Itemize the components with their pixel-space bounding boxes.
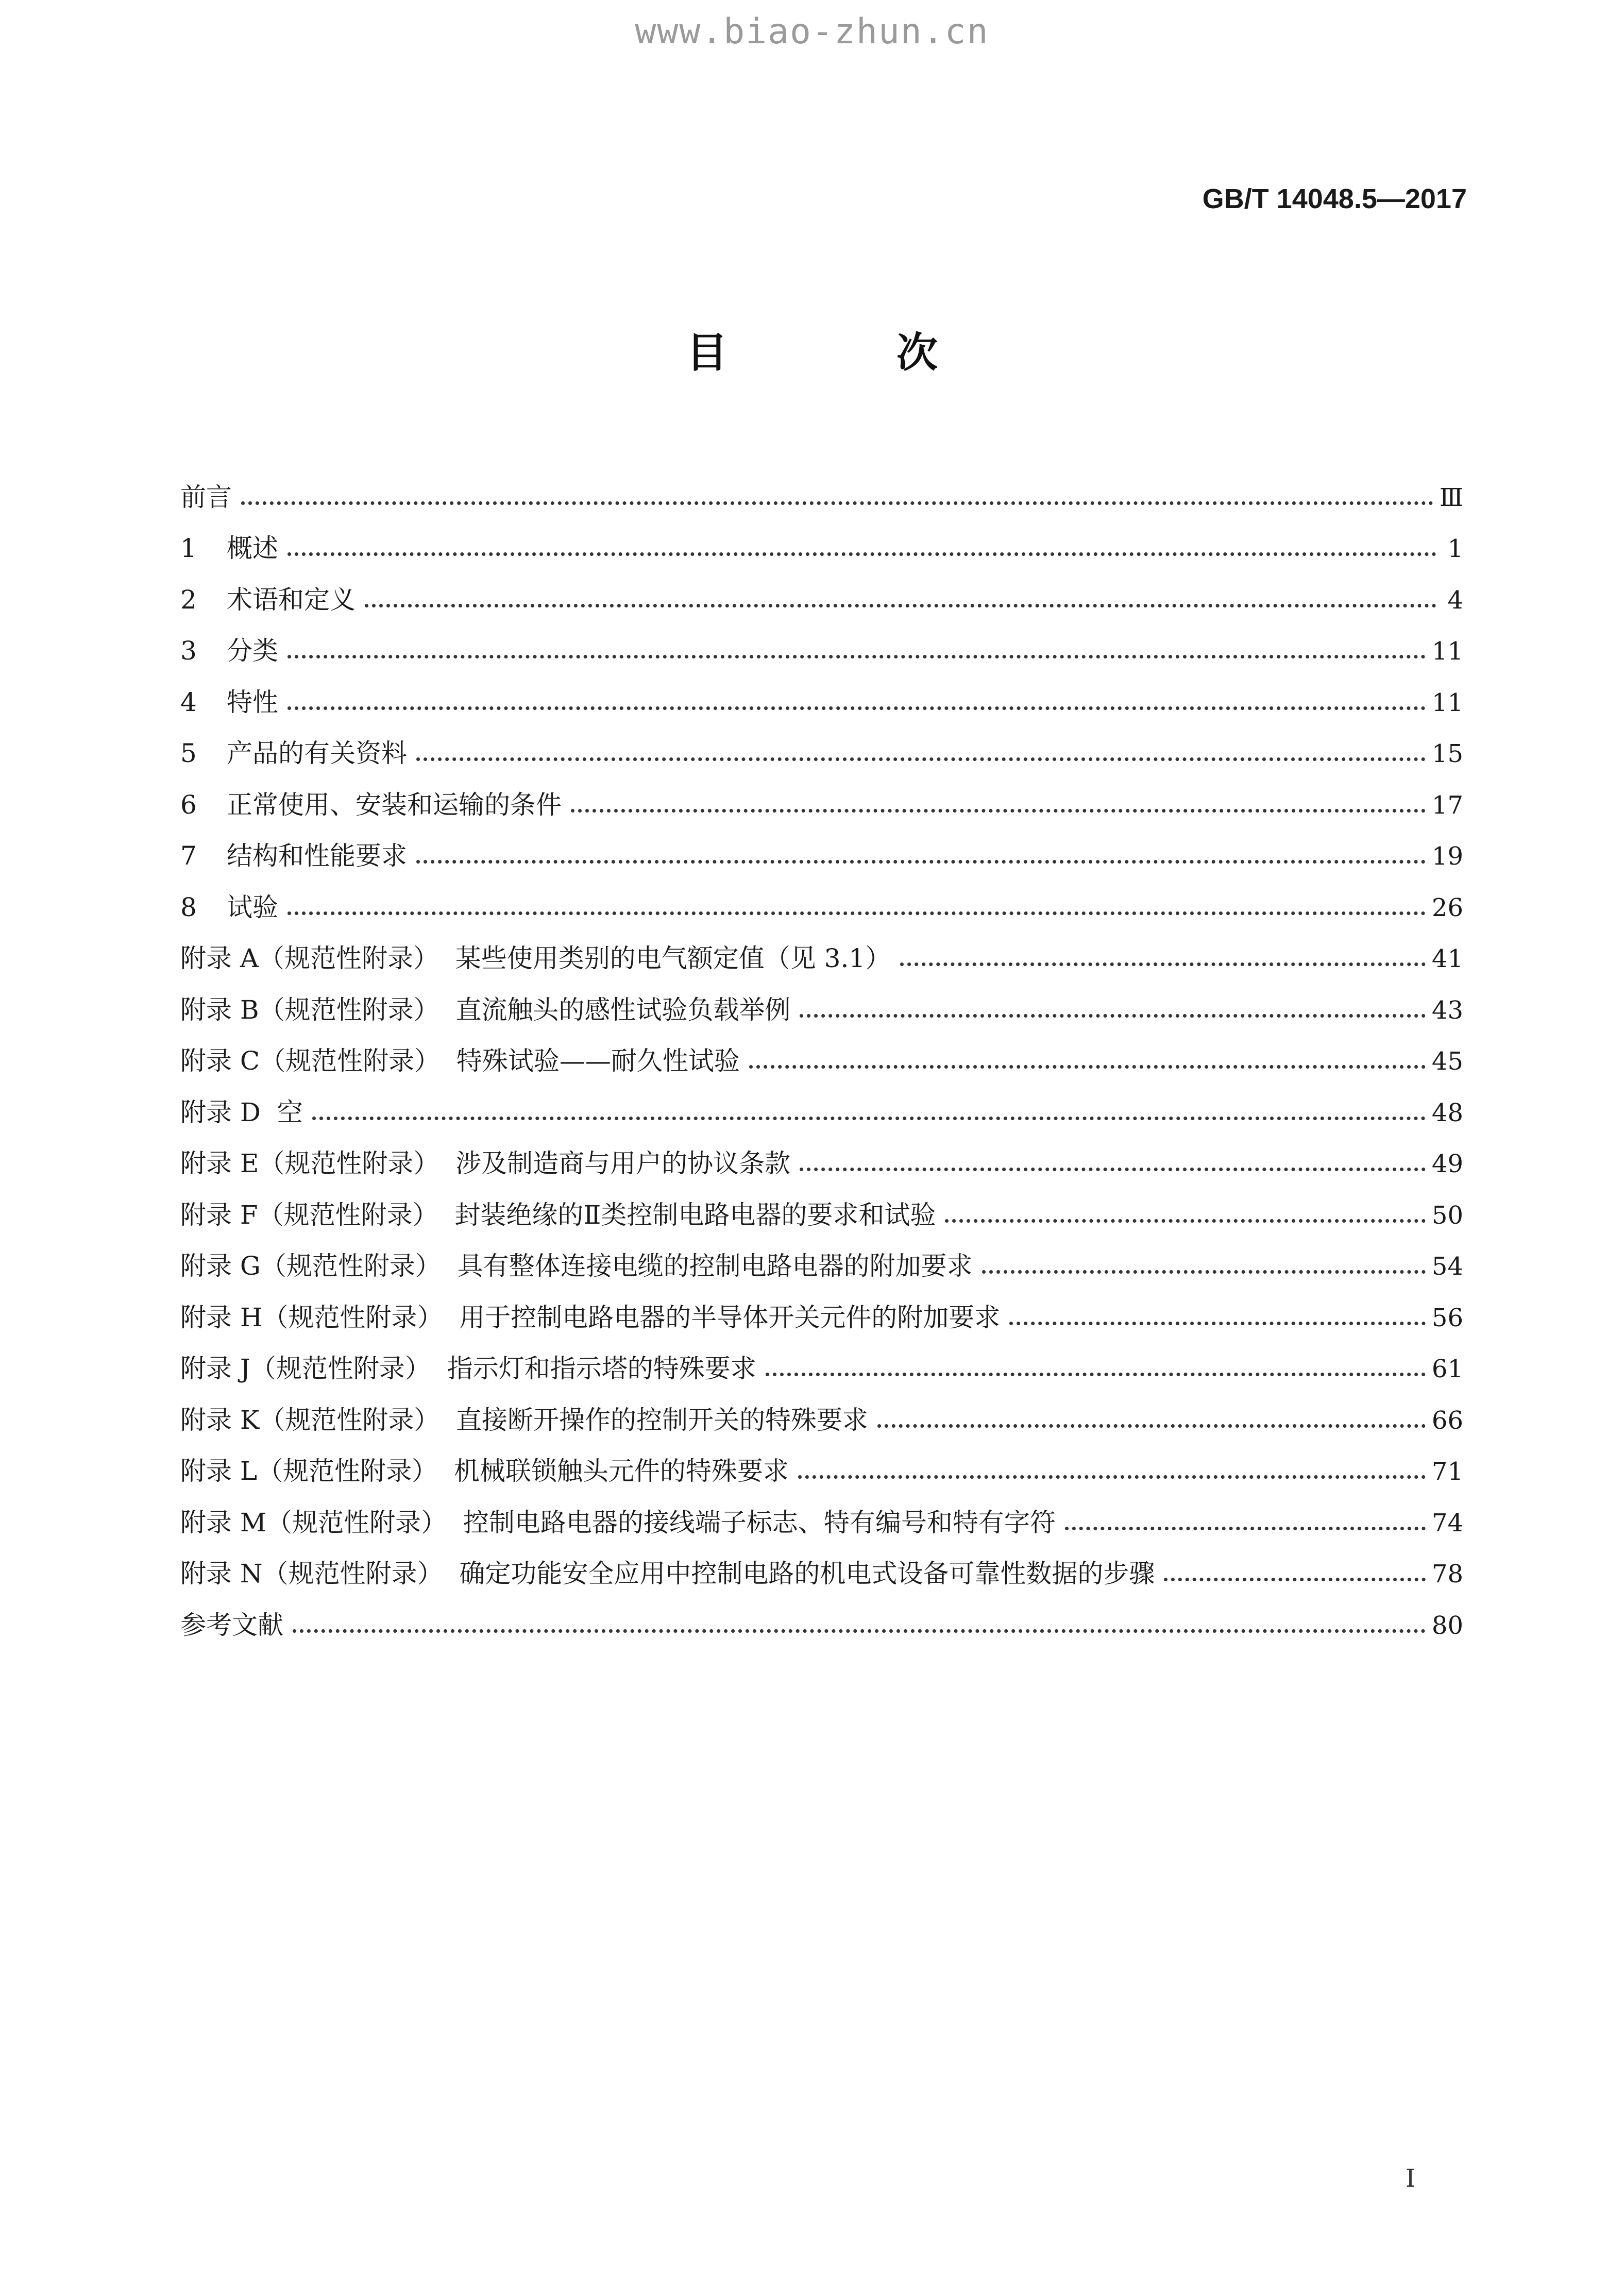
toc-item-annex-a[interactable] — [180, 920, 1463, 972]
toc-item-page: 45 — [1431, 1047, 1463, 1076]
toc-item-number: 5 — [180, 738, 197, 768]
toc-item-label: 前言 — [180, 482, 232, 512]
toc-leader-dots — [287, 911, 1426, 915]
toc-leader-dots — [365, 604, 1436, 607]
toc-item-1[interactable] — [180, 510, 1463, 562]
toc-item-page: 50 — [1431, 1201, 1463, 1230]
toc-leader-dots — [1065, 1527, 1426, 1530]
toc-leader-dots — [287, 706, 1426, 710]
toc-item-annex-g[interactable] — [180, 1228, 1463, 1279]
toc-item-page: 54 — [1431, 1252, 1463, 1281]
toc-item-label: 附录 G（规范性附录） 具有整体连接电缆的控制电路电器的附加要求 — [180, 1251, 973, 1281]
toc-item-label: 附录 K（规范性附录） 直接断开操作的控制开关的特殊要求 — [180, 1405, 869, 1435]
toc-item-annex-f[interactable] — [180, 1176, 1463, 1228]
toc-item-page: 11 — [1431, 688, 1463, 717]
toc-leader-dots — [900, 962, 1426, 966]
toc-leader-dots — [982, 1270, 1426, 1274]
toc-item-page: 1 — [1447, 534, 1463, 563]
toc-leader-dots — [800, 1014, 1425, 1018]
toc-item-number: 1 — [180, 533, 197, 563]
toc-item-page: 66 — [1431, 1406, 1463, 1435]
toc-item-annex-j[interactable] — [180, 1330, 1463, 1382]
toc-item-number: 3 — [180, 636, 197, 666]
toc-leader-dots — [571, 809, 1426, 813]
toc-item-5[interactable] — [180, 715, 1463, 767]
toc-item-annex-m[interactable] — [180, 1484, 1463, 1535]
toc-item-annex-c[interactable] — [180, 1023, 1463, 1074]
page-number: I — [1406, 2164, 1415, 2193]
toc-item-page: 15 — [1431, 739, 1463, 768]
toc-leader-dots — [945, 1219, 1426, 1223]
toc-item-number: 7 — [180, 841, 197, 871]
toc-item-label: 附录 D 空 — [180, 1097, 303, 1127]
toc-leader-dots — [798, 1475, 1426, 1479]
toc-item-page: 4 — [1447, 585, 1463, 615]
toc-leader-dots — [1009, 1322, 1426, 1325]
standard-code: GB/T 14048.5—2017 — [1202, 183, 1467, 214]
toc-item-4[interactable] — [180, 664, 1463, 715]
toc-item-annex-n[interactable] — [180, 1535, 1463, 1587]
toc-item-3[interactable] — [180, 613, 1463, 664]
toc-item-label: 附录 A（规范性附录） 某些使用类别的电气额定值（见 3.1） — [180, 943, 891, 973]
toc-item-number: 8 — [180, 892, 197, 922]
page-title: 目 次 — [686, 329, 1015, 377]
toc-item-annex-d[interactable] — [180, 1074, 1463, 1125]
toc-item-annex-h[interactable] — [180, 1279, 1463, 1330]
toc-leader-dots — [800, 1168, 1426, 1171]
toc-item-label: 附录 C（规范性附录） 特殊试验——耐久性试验 — [180, 1046, 740, 1076]
toc-item-page: 48 — [1431, 1098, 1463, 1127]
toc-item-page: 61 — [1431, 1355, 1463, 1383]
table-of-contents — [180, 459, 1463, 1638]
toc-item-page: 26 — [1431, 893, 1463, 922]
toc-item-label: 附录 E（规范性附录） 涉及制造商与用户的协议条款 — [180, 1148, 791, 1178]
toc-item-label: 试验 — [227, 892, 278, 922]
toc-item-page: 78 — [1431, 1560, 1463, 1589]
toc-item-page: 17 — [1431, 790, 1463, 820]
toc-item-label: 附录 H（规范性附录） 用于控制电路电器的半导体开关元件的附加要求 — [180, 1302, 1001, 1332]
toc-leader-dots — [287, 552, 1436, 556]
toc-item-bibliography[interactable] — [180, 1586, 1463, 1638]
toc-leader-dots — [416, 757, 1426, 761]
watermark-url: www.biao-zhun.cn — [635, 11, 989, 52]
toc-item-label: 参考文献 — [180, 1610, 283, 1640]
toc-item-page: 49 — [1431, 1150, 1463, 1178]
toc-item-label: 分类 — [227, 636, 278, 666]
toc-item-label: 术语和定义 — [227, 584, 356, 615]
toc-leader-dots — [1164, 1578, 1425, 1581]
toc-item-number: 6 — [180, 789, 197, 820]
toc-item-label: 附录 F（规范性附录） 封装绝缘的Ⅱ类控制电路电器的要求和试验 — [180, 1199, 936, 1230]
toc-leader-dots — [877, 1424, 1426, 1428]
toc-item-label: 结构和性能要求 — [227, 841, 407, 871]
toc-item-page: 74 — [1431, 1508, 1463, 1537]
toc-leader-dots — [287, 655, 1426, 658]
toc-leader-dots — [766, 1373, 1426, 1376]
toc-item-label: 特性 — [227, 687, 278, 717]
toc-item-page: Ⅲ — [1439, 483, 1463, 512]
toc-item-foreword[interactable] — [180, 459, 1463, 510]
toc-item-label: 附录 B（规范性附录） 直流触头的感性试验负载举例 — [180, 994, 791, 1025]
toc-item-label: 产品的有关资料 — [227, 738, 407, 768]
toc-item-annex-l[interactable] — [180, 1433, 1463, 1484]
toc-item-page: 11 — [1431, 637, 1463, 666]
toc-item-number: 2 — [180, 584, 197, 615]
toc-leader-dots — [312, 1117, 1426, 1120]
toc-item-page: 80 — [1431, 1611, 1463, 1640]
toc-item-page: 43 — [1431, 995, 1463, 1025]
toc-item-label: 附录 N（规范性附录） 确定功能安全应用中控制电路的机电式设备可靠性数据的步骤 — [180, 1559, 1155, 1589]
toc-item-page: 71 — [1431, 1457, 1463, 1486]
toc-item-page: 41 — [1431, 944, 1463, 973]
toc-item-label: 附录 J（规范性附录） 指示灯和指示塔的特殊要求 — [180, 1354, 756, 1383]
toc-item-label: 附录 L（规范性附录） 机械联锁触头元件的特殊要求 — [180, 1456, 789, 1486]
toc-leader-dots — [416, 860, 1426, 864]
toc-leader-dots — [293, 1629, 1426, 1633]
toc-item-2[interactable] — [180, 561, 1463, 613]
toc-item-number: 4 — [180, 687, 197, 717]
toc-item-annex-b[interactable] — [180, 971, 1463, 1023]
toc-item-6[interactable] — [180, 766, 1463, 818]
toc-item-annex-e[interactable] — [180, 1125, 1463, 1177]
toc-item-label: 附录 M（规范性附录） 控制电路电器的接线端子标志、特有编号和特有字符 — [180, 1507, 1056, 1537]
toc-item-page: 19 — [1431, 842, 1463, 871]
toc-item-annex-k[interactable] — [180, 1381, 1463, 1433]
toc-leader-dots — [749, 1065, 1426, 1069]
toc-item-7[interactable] — [180, 818, 1463, 869]
toc-leader-dots — [241, 501, 1433, 505]
toc-item-label: 概述 — [227, 533, 278, 563]
toc-item-8[interactable] — [180, 869, 1463, 920]
toc-item-page: 56 — [1431, 1303, 1463, 1332]
toc-item-label: 正常使用、安装和运输的条件 — [227, 789, 562, 820]
